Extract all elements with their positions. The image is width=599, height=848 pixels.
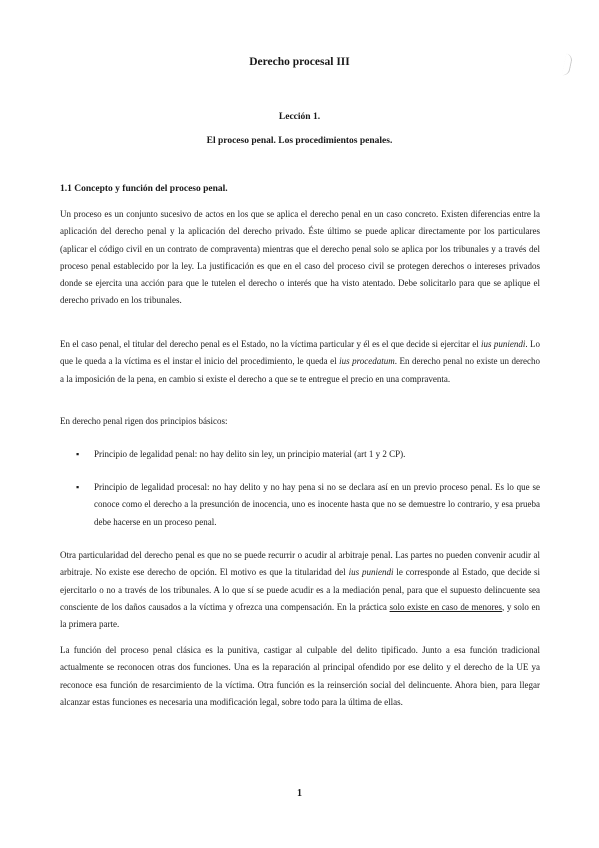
underlined-text: solo existe en caso de menores [389,601,502,612]
principles-list-1 [76,446,540,463]
paragraph-2 [60,336,540,388]
ius-puniendi-term: ius puniendi [348,567,394,578]
ius-procedatum-term: ius procedatum [339,356,395,367]
lesson-heading: Lección 1. [278,112,321,122]
paragraph-4-text-b: le corresponde al Estado, que decide si ejercitarlo o no a través de los tribunales. A lo que sí se puede acudir es a la mediación penal, para que el supuesto delincuente sea consciente de los daños causados a la víctima y ofrezca una compensación. En la práctica [60,567,540,612]
paragraph-4-text-c: , y solo en la primera parte. [60,601,540,630]
paragraph-2-text-a: En el caso penal, el titular del derecho penal es el Estado, no la víctima particular y él es el que decide si ejercitar el [60,339,482,349]
principles-list-2 [76,479,540,531]
paragraph-2-text-b: . Lo que le queda a la víctima es el instar el inicio del procedimiento, le queda el [60,339,541,367]
paragraph-2-text-c: . En derecho penal no existe un derecho a la imposición de la pena, en cambio si existe el derecho a que se te entregue el precio en una compraventa. [60,356,540,384]
paragraph-1: Un proceso es un conjunto sucesivo de actos en los que se aplica el derecho penal en un caso concreto. Existen diferencias entre la aplicación del derecho penal y la aplicación del derecho privado. Éste último se puede aplicar directamente por los particulares (aplicar el código civil en un contrato de compraventa) mientras que el derecho penal solo se aplica por los tribunales y a través del proceso penal establecido por la ley. La justificación es que en el caso del proceso civil se protegen derechos o intereses privados donde se ejercita una acción para que le tutelen el derecho o interés que ha visto atentado. Debe solicitarlo para que se aplique el derecho privado en los tribunales. [60,209,540,306]
list-item: ▪ Principio de legalidad penal: no hay delito sin ley, un principio material (art 1 y 2 CP). [76,446,540,463]
paragraph-4-text-a: Otra particularidad del derecho penal es que no se puede recurrir o acudir al arbitraje penal. Las partes no pueden convenir acudir al arbitraje. No existe ese derecho de opción. El motivo es que la titularidad del [60,550,540,578]
paragraph-5: La función del proceso penal clásica es la punitiva, castigar al culpable del delito tipificado. Junto a esa función tradicional actualmente se reconocen otras dos funciones. Una es la reparación al principal ofendido por ese delito y el derecho de la UE ya reconoce esa función de resarcimiento de la víctima. Otra función es la reinserción social del delincuente. Ahora bien, para llegar alcanzar estas funciones es necesaria una modificación legal, sobre todo para la última de ellas. [60,645,540,707]
page-number: 1 [297,788,302,799]
document-title: Derecho procesal III [249,56,350,68]
lesson-subtitle: El proceso penal. Los procedimientos penales. [206,136,393,146]
ius-puniendi-term: ius puniendi [481,339,526,349]
list-item: ▪ Principio de legalidad procesal: no hay delito y no hay pena si no se declara así en un previo proceso penal. Es lo que se conoce como el derecho a la presunción de inocencia, uno es inocente hasta que no se demuestre lo contrario, y esa prueba debe hacerse en un proceso penal. [76,479,540,531]
paragraph-3: En derecho penal rigen dos principios básicos: [60,416,228,426]
section-heading: 1.1 Concepto y función del proceso penal. [60,184,228,194]
paragraph-4 [60,547,540,633]
